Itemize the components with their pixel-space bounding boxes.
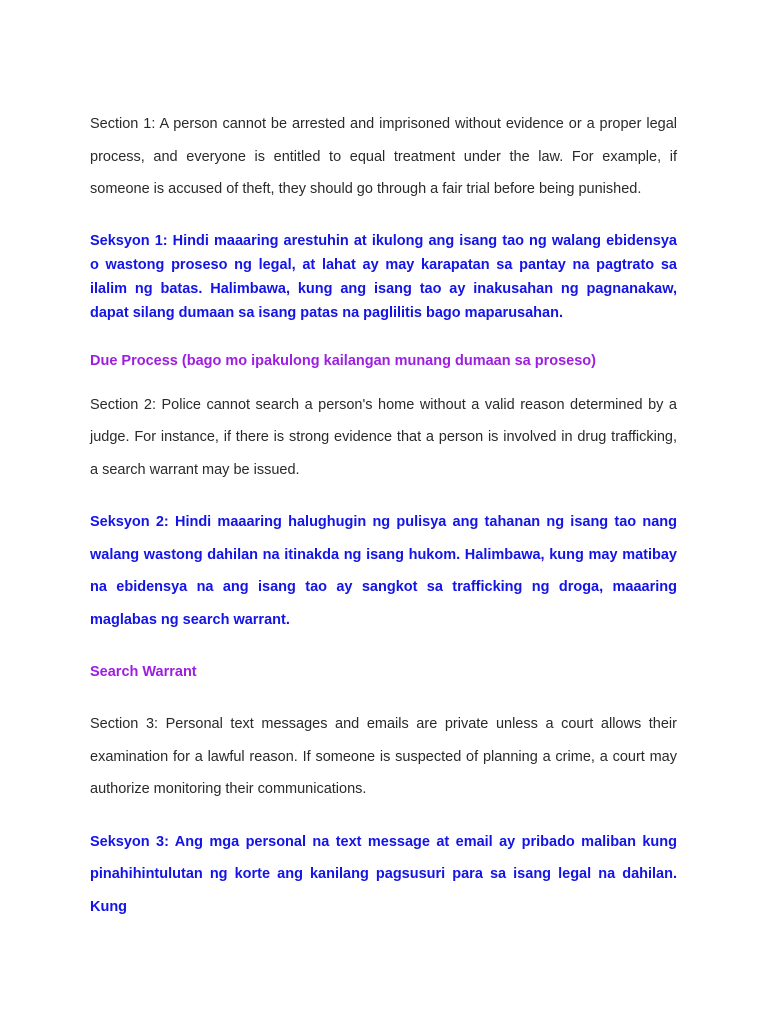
- document-page: [90, 108, 677, 923]
- section-2-filipino: Seksyon 2: Hindi maaaring halughugin ng pulisya ang tahanan ng isang tao nang walang wastong dahilan na itinakda ng isang hukom. Halimbawa, kung may matibay na ebidensya na ang isang tao ay sangkot sa trafficking ng droga, maaaring maglabas ng search warrant.: [90, 514, 677, 628]
- section-1-english: Section 1: A person cannot be arrested and imprisoned without evidence or a proper legal process, and everyone is entitled to equal treatment under the law. For example, if someone is accused of theft, they should go through a fair trial before being punished.: [90, 116, 677, 197]
- section-1-filipino: Seksyon 1: Hindi maaaring arestuhin at ikulong ang isang tao ng walang ebidensya o wastong proseso ng legal, at lahat ay may karapatan sa pantay na pagtrato sa ilalim ng batas. Halimbawa, kung ang isang tao ay inakusahan ng pagnanakaw, dapat silang dumaan sa isang patas na paglilitis bago maparusahan.: [90, 232, 677, 321]
- section-2-heading: Search Warrant: [90, 664, 197, 680]
- section-2-english: Section 2: Police cannot search a person's home without a valid reason determined by a judge. For instance, if there is strong evidence that a person is involved in drug trafficking, a search warrant may be issued.: [90, 396, 677, 478]
- section-3-filipino: Seksyon 3: Ang mga personal na text message at email ay pribado maliban kung pinahihintulutan ng korte ang kanilang pagsusuri para sa isang legal na dahilan. Kung: [90, 833, 677, 915]
- section-3-english: Section 3: Personal text messages and emails are private unless a court allows their examination for a lawful reason. If someone is suspected of planning a crime, a court may authorize monitoring their communications.: [90, 716, 677, 797]
- section-1-heading: Due Process (bago mo ipakulong kailangan munang dumaan sa proseso): [90, 352, 596, 369]
